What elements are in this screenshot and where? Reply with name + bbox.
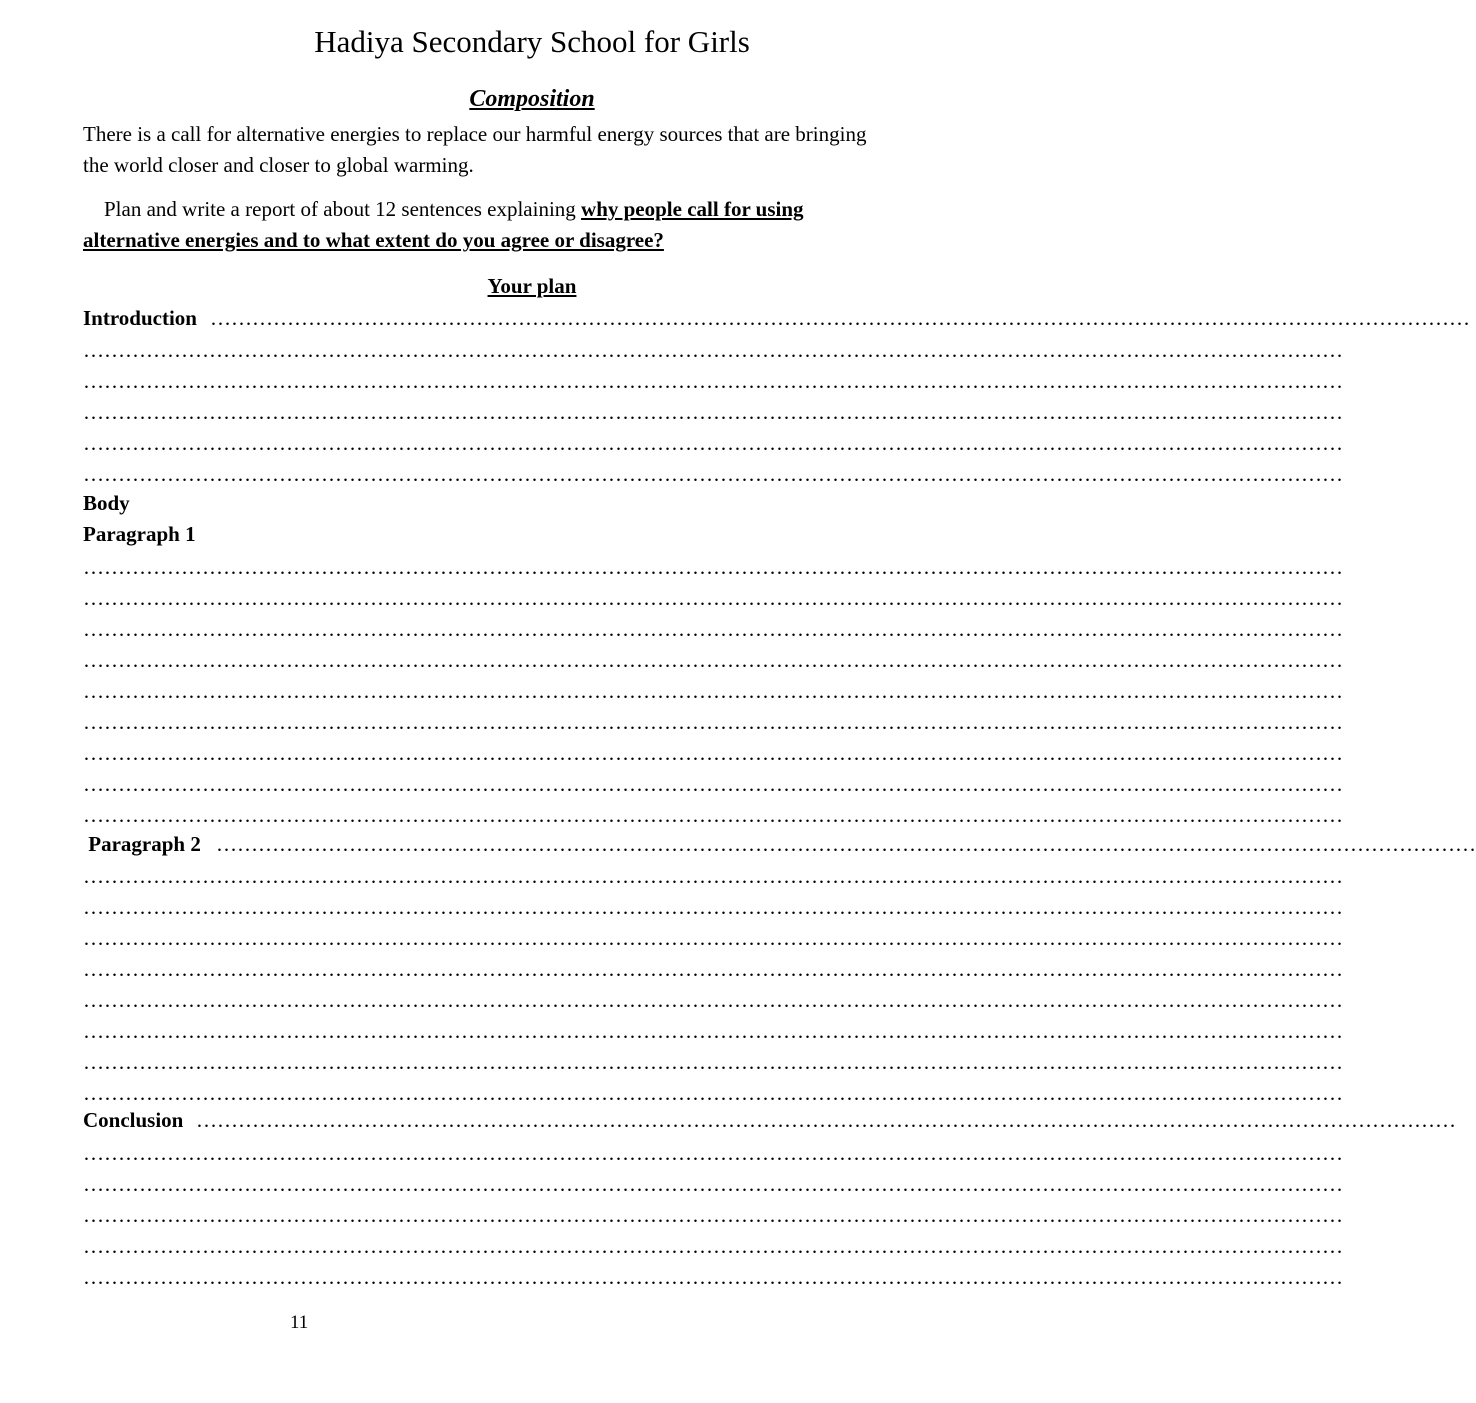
paragraph2-answer-line[interactable]: ……………………………………………………………………………………………………………………………………………………………… bbox=[83, 895, 1343, 919]
paragraph2-answer-line[interactable]: ……………………………………………………………………………………………………………………………………………………………… bbox=[83, 988, 1343, 1012]
paragraph1-answer-line[interactable]: ……………………………………………………………………………………………………………………………………………………………… bbox=[83, 772, 1343, 796]
paragraph2-answer-line[interactable]: ……………………………………………………………………………………………………………………………………………………………… bbox=[83, 1081, 1343, 1105]
task-plain: Plan and write a report of about 12 sentences explaining bbox=[83, 197, 582, 221]
paragraph2-answer-line[interactable]: ……………………………………………………………………………………………………………………………………………………………… bbox=[83, 926, 1343, 950]
paragraph1-label: Paragraph 1 bbox=[83, 522, 196, 546]
plan-title: Your plan bbox=[487, 274, 577, 298]
task-line-1 bbox=[83, 197, 804, 222]
paragraph1-answer-line[interactable]: ……………………………………………………………………………………………………………………………………………………………… bbox=[83, 555, 1343, 579]
paragraph1-answer-line[interactable]: ……………………………………………………………………………………………………………………………………………………………… bbox=[83, 586, 1343, 610]
introduction-answer-line[interactable]: ……………………………………………………………………………………………………………………………………………………………… bbox=[83, 431, 1343, 455]
body-label: Body bbox=[83, 491, 130, 515]
section-title: Composition bbox=[469, 86, 595, 112]
paragraph2-answer-line[interactable]: ……………………………………………………………………………………………………………………………………………………………… bbox=[83, 864, 1343, 888]
school-name: Hadiya Secondary School for Girls bbox=[314, 24, 750, 59]
paragraph1-answer-line[interactable]: ……………………………………………………………………………………………………………………………………………………………… bbox=[83, 803, 1343, 827]
paragraph2-answer-line[interactable]: ……………………………………………………………………………………………………………………………………………………………… bbox=[83, 1019, 1343, 1043]
introduction-answer-line[interactable]: ……………………………………………………………………………………………………………………………………………………………… bbox=[210, 306, 1470, 330]
task-bold-1: why people call for using bbox=[581, 197, 804, 221]
paragraph1-answer-line[interactable]: ……………………………………………………………………………………………………………………………………………………………… bbox=[83, 648, 1343, 672]
introduction-label: Introduction bbox=[83, 306, 197, 330]
paragraph1-answer-line[interactable]: ……………………………………………………………………………………………………………………………………………………………… bbox=[83, 679, 1343, 703]
prompt-line-1: There is a call for alternative energies to replace our harmful energy sources that are bringing bbox=[83, 122, 867, 146]
conclusion-label: Conclusion bbox=[83, 1108, 184, 1132]
task-line-2: alternative energies and to what extent do you agree or disagree? bbox=[83, 228, 664, 252]
conclusion-answer-line[interactable]: ……………………………………………………………………………………………………………………………………………………………… bbox=[83, 1265, 1343, 1289]
conclusion-answer-line[interactable]: ……………………………………………………………………………………………………………………………………………………………… bbox=[196, 1108, 1456, 1132]
page-number: 11 bbox=[290, 1312, 309, 1333]
introduction-answer-line[interactable]: ……………………………………………………………………………………………………………………………………………………………… bbox=[83, 338, 1343, 362]
paragraph1-answer-line[interactable]: ……………………………………………………………………………………………………………………………………………………………… bbox=[83, 741, 1343, 765]
introduction-answer-line[interactable]: ……………………………………………………………………………………………………………………………………………………………… bbox=[83, 462, 1343, 486]
paragraph1-answer-line[interactable]: ……………………………………………………………………………………………………………………………………………………………… bbox=[83, 617, 1343, 641]
introduction-answer-line[interactable]: ……………………………………………………………………………………………………………………………………………………………… bbox=[83, 369, 1343, 393]
conclusion-answer-line[interactable]: ……………………………………………………………………………………………………………………………………………………………… bbox=[83, 1172, 1343, 1196]
introduction-answer-line[interactable]: ……………………………………………………………………………………………………………………………………………………………… bbox=[83, 400, 1343, 424]
paragraph2-label: Paragraph 2 bbox=[83, 832, 201, 856]
paragraph2-answer-line[interactable]: ……………………………………………………………………………………………………………………………………………………………… bbox=[83, 1050, 1343, 1074]
conclusion-answer-line[interactable]: ……………………………………………………………………………………………………………………………………………………………… bbox=[83, 1141, 1343, 1165]
paragraph1-answer-line[interactable]: ……………………………………………………………………………………………………………………………………………………………… bbox=[83, 710, 1343, 734]
paragraph2-answer-line[interactable]: ……………………………………………………………………………………………………………………………………………………………… bbox=[83, 957, 1343, 981]
conclusion-answer-line[interactable]: ……………………………………………………………………………………………………………………………………………………………… bbox=[83, 1203, 1343, 1227]
conclusion-answer-line[interactable]: ……………………………………………………………………………………………………………………………………………………………… bbox=[83, 1234, 1343, 1258]
prompt-line-2: the world closer and closer to global warming. bbox=[83, 153, 474, 177]
paragraph2-answer-line[interactable]: ……………………………………………………………………………………………………………………………………………………………… bbox=[216, 832, 1476, 856]
